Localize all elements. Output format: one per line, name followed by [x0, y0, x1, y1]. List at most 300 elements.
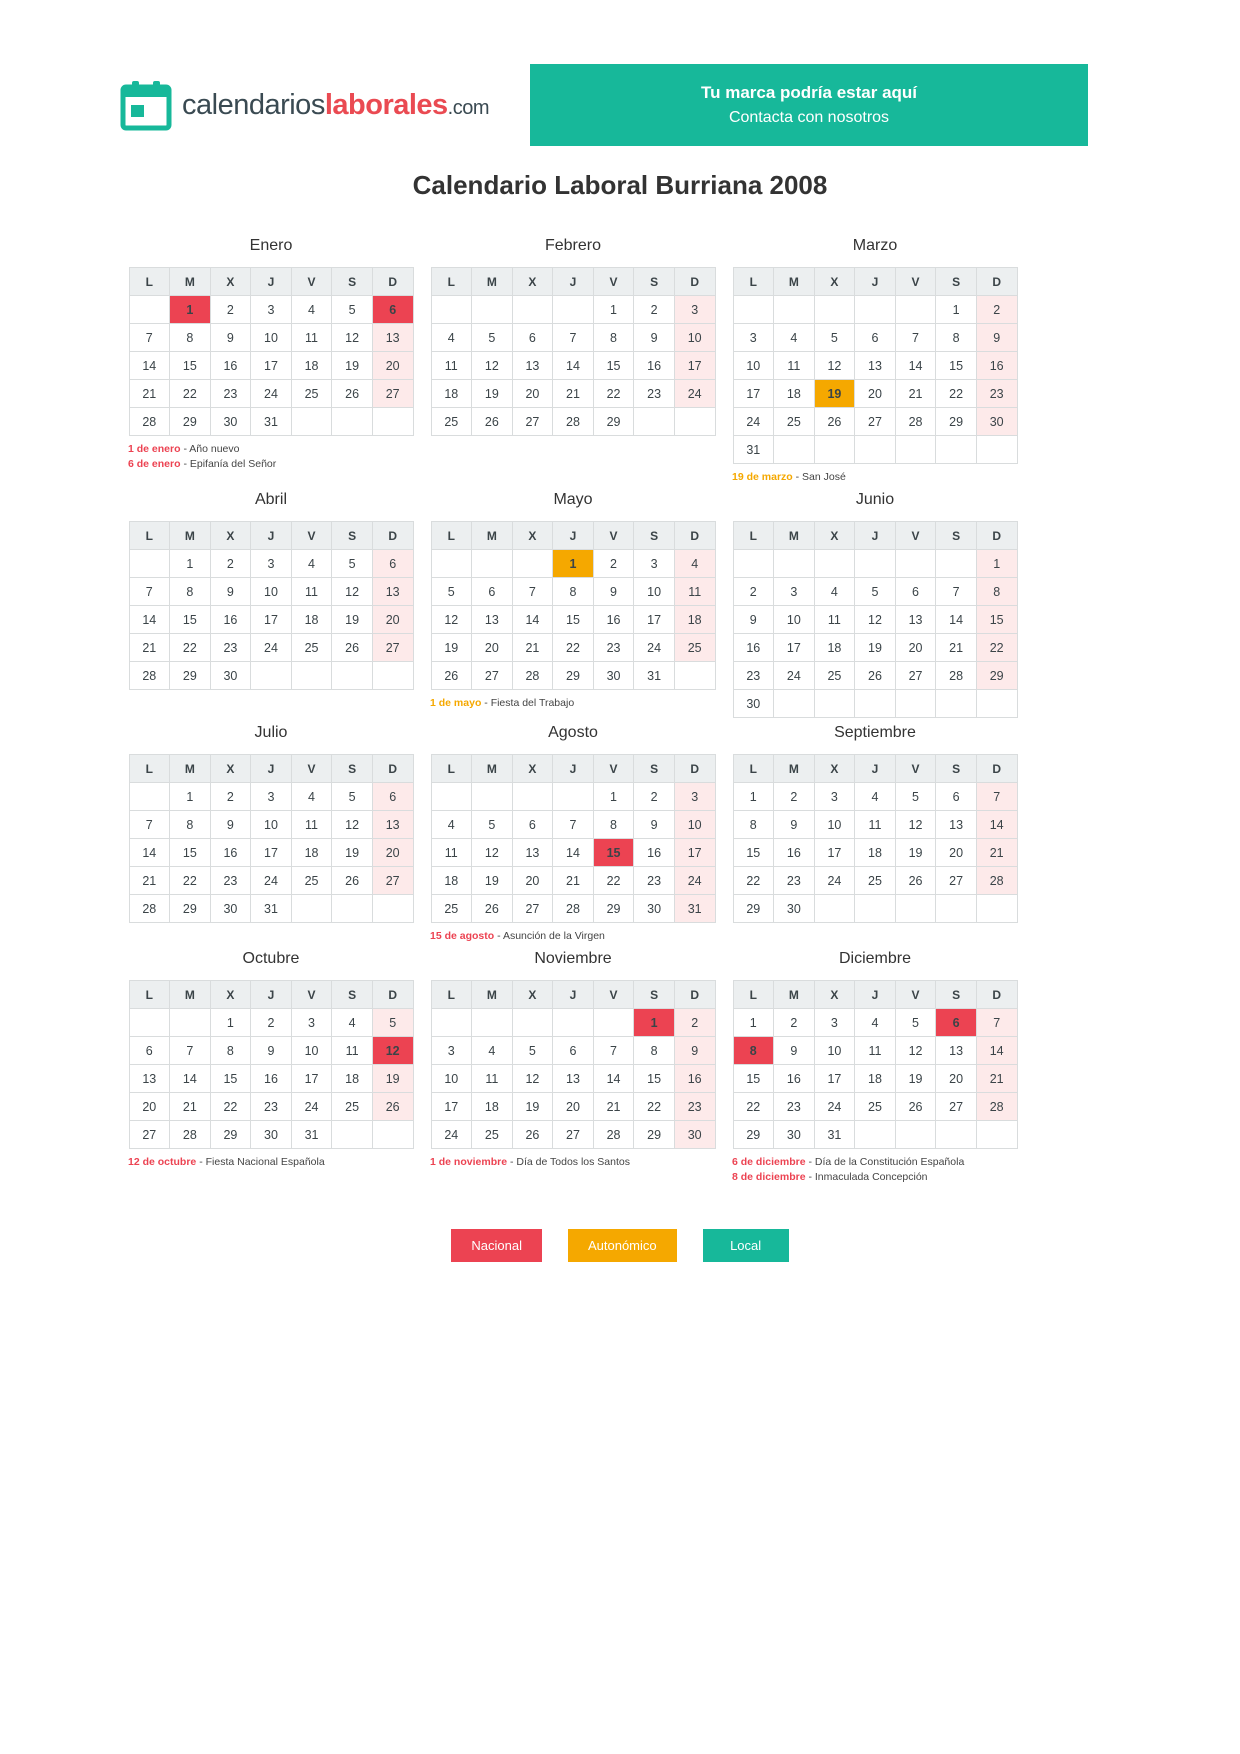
day-cell[interactable]: 5	[895, 1009, 936, 1037]
day-cell[interactable]: 10	[674, 811, 715, 839]
day-cell[interactable]: 27	[372, 867, 413, 895]
day-cell[interactable]: 29	[733, 895, 774, 923]
day-cell[interactable]: 23	[774, 1093, 815, 1121]
day-cell[interactable]: 15	[210, 1065, 251, 1093]
day-cell[interactable]: 17	[814, 1065, 855, 1093]
day-cell[interactable]: 9	[210, 811, 251, 839]
day-cell[interactable]: 7	[553, 324, 594, 352]
day-cell[interactable]: 18	[332, 1065, 373, 1093]
day-cell[interactable]: 20	[372, 839, 413, 867]
day-cell[interactable]: 8	[170, 811, 211, 839]
day-cell[interactable]: 2	[210, 783, 251, 811]
day-cell[interactable]: 28	[129, 408, 170, 436]
day-cell[interactable]: 15	[593, 352, 634, 380]
day-cell[interactable]: 29	[553, 662, 594, 690]
day-cell[interactable]: 19	[855, 634, 896, 662]
day-cell[interactable]: 19	[332, 352, 373, 380]
day-cell[interactable]: 26	[372, 1093, 413, 1121]
day-cell[interactable]: 25	[291, 867, 332, 895]
day-cell[interactable]: 5	[895, 783, 936, 811]
day-cell[interactable]: 3	[733, 324, 774, 352]
day-cell[interactable]: 13	[895, 606, 936, 634]
day-cell[interactable]: 7	[129, 811, 170, 839]
day-cell[interactable]: 24	[251, 380, 292, 408]
day-cell[interactable]: 11	[472, 1065, 513, 1093]
day-cell[interactable]: 12	[895, 811, 936, 839]
day-cell[interactable]: 31	[733, 436, 774, 464]
day-cell[interactable]: 18	[431, 867, 472, 895]
day-cell[interactable]: 19	[332, 839, 373, 867]
day-cell[interactable]: 2	[733, 578, 774, 606]
day-cell[interactable]: 21	[936, 634, 977, 662]
day-cell[interactable]: 7	[129, 578, 170, 606]
day-cell[interactable]: 2	[210, 296, 251, 324]
day-cell[interactable]: 19	[472, 867, 513, 895]
day-cell[interactable]: 22	[210, 1093, 251, 1121]
day-cell[interactable]: 26	[855, 662, 896, 690]
day-cell[interactable]: 23	[210, 380, 251, 408]
day-cell[interactable]: 13	[129, 1065, 170, 1093]
day-cell[interactable]: 4	[774, 324, 815, 352]
day-cell[interactable]: 10	[251, 578, 292, 606]
day-cell[interactable]: 20	[472, 634, 513, 662]
day-cell[interactable]: 15	[553, 606, 594, 634]
day-cell[interactable]: 1	[733, 1009, 774, 1037]
day-cell[interactable]: 18	[291, 839, 332, 867]
day-cell[interactable]: 7	[936, 578, 977, 606]
day-cell[interactable]: 15	[170, 839, 211, 867]
day-cell[interactable]: 10	[634, 578, 675, 606]
day-cell[interactable]: 2	[251, 1009, 292, 1037]
day-cell[interactable]: 13	[472, 606, 513, 634]
day-cell[interactable]: 8	[733, 1037, 774, 1065]
day-cell[interactable]: 11	[291, 811, 332, 839]
day-cell[interactable]: 18	[431, 380, 472, 408]
day-cell[interactable]: 11	[431, 352, 472, 380]
day-cell[interactable]: 1	[170, 550, 211, 578]
day-cell[interactable]: 26	[512, 1121, 553, 1149]
day-cell[interactable]: 22	[733, 867, 774, 895]
day-cell[interactable]: 5	[332, 296, 373, 324]
day-cell[interactable]: 13	[372, 578, 413, 606]
day-cell[interactable]: 5	[472, 811, 513, 839]
day-cell[interactable]: 2	[774, 783, 815, 811]
day-cell[interactable]: 2	[634, 783, 675, 811]
day-cell[interactable]: 24	[431, 1121, 472, 1149]
day-cell[interactable]: 9	[774, 811, 815, 839]
day-cell[interactable]: 18	[674, 606, 715, 634]
day-cell[interactable]: 7	[895, 324, 936, 352]
day-cell[interactable]: 21	[895, 380, 936, 408]
day-cell[interactable]: 5	[814, 324, 855, 352]
day-cell[interactable]: 13	[372, 811, 413, 839]
day-cell[interactable]: 29	[210, 1121, 251, 1149]
day-cell[interactable]: 17	[674, 352, 715, 380]
day-cell[interactable]: 23	[733, 662, 774, 690]
day-cell[interactable]: 14	[129, 606, 170, 634]
day-cell[interactable]: 20	[372, 606, 413, 634]
day-cell[interactable]: 26	[895, 867, 936, 895]
day-cell[interactable]: 29	[170, 408, 211, 436]
day-cell[interactable]: 4	[431, 324, 472, 352]
day-cell[interactable]: 1	[733, 783, 774, 811]
day-cell[interactable]: 13	[372, 324, 413, 352]
day-cell[interactable]: 11	[431, 839, 472, 867]
day-cell[interactable]: 28	[512, 662, 553, 690]
day-cell[interactable]: 30	[210, 895, 251, 923]
day-cell[interactable]: 15	[936, 352, 977, 380]
day-cell[interactable]: 26	[332, 634, 373, 662]
day-cell[interactable]: 23	[674, 1093, 715, 1121]
day-cell[interactable]: 1	[976, 550, 1017, 578]
day-cell[interactable]: 31	[814, 1121, 855, 1149]
day-cell[interactable]: 23	[976, 380, 1017, 408]
day-cell[interactable]: 16	[634, 839, 675, 867]
day-cell[interactable]: 3	[774, 578, 815, 606]
day-cell[interactable]: 19	[895, 1065, 936, 1093]
day-cell[interactable]: 20	[372, 352, 413, 380]
day-cell[interactable]: 2	[674, 1009, 715, 1037]
day-cell[interactable]: 15	[634, 1065, 675, 1093]
day-cell[interactable]: 4	[814, 578, 855, 606]
day-cell[interactable]: 30	[774, 1121, 815, 1149]
day-cell[interactable]: 8	[553, 578, 594, 606]
day-cell[interactable]: 10	[251, 811, 292, 839]
day-cell[interactable]: 5	[372, 1009, 413, 1037]
day-cell[interactable]: 22	[593, 380, 634, 408]
day-cell[interactable]: 30	[774, 895, 815, 923]
day-cell[interactable]: 21	[976, 839, 1017, 867]
day-cell[interactable]: 22	[936, 380, 977, 408]
day-cell[interactable]: 20	[936, 839, 977, 867]
day-cell[interactable]: 14	[976, 811, 1017, 839]
day-cell[interactable]: 18	[855, 839, 896, 867]
day-cell[interactable]: 27	[372, 634, 413, 662]
day-cell[interactable]: 30	[210, 408, 251, 436]
day-cell[interactable]: 15	[976, 606, 1017, 634]
day-cell[interactable]: 5	[855, 578, 896, 606]
day-cell[interactable]: 12	[472, 839, 513, 867]
day-cell[interactable]: 6	[372, 296, 413, 324]
day-cell[interactable]: 13	[936, 1037, 977, 1065]
day-cell[interactable]: 25	[774, 408, 815, 436]
day-cell[interactable]: 29	[936, 408, 977, 436]
day-cell[interactable]: 6	[855, 324, 896, 352]
day-cell[interactable]: 16	[733, 634, 774, 662]
day-cell[interactable]: 15	[593, 839, 634, 867]
day-cell[interactable]: 30	[674, 1121, 715, 1149]
day-cell[interactable]: 19	[332, 606, 373, 634]
day-cell[interactable]: 8	[936, 324, 977, 352]
day-cell[interactable]: 15	[733, 839, 774, 867]
day-cell[interactable]: 4	[855, 783, 896, 811]
day-cell[interactable]: 25	[291, 634, 332, 662]
day-cell[interactable]: 28	[170, 1121, 211, 1149]
day-cell[interactable]: 12	[372, 1037, 413, 1065]
day-cell[interactable]: 22	[170, 867, 211, 895]
legend-item-nacional[interactable]: Nacional	[451, 1229, 542, 1262]
day-cell[interactable]: 21	[553, 380, 594, 408]
day-cell[interactable]: 27	[472, 662, 513, 690]
day-cell[interactable]: 2	[593, 550, 634, 578]
day-cell[interactable]: 11	[291, 578, 332, 606]
day-cell[interactable]: 8	[634, 1037, 675, 1065]
day-cell[interactable]: 17	[291, 1065, 332, 1093]
day-cell[interactable]: 1	[634, 1009, 675, 1037]
day-cell[interactable]: 21	[129, 380, 170, 408]
day-cell[interactable]: 6	[895, 578, 936, 606]
day-cell[interactable]: 3	[674, 783, 715, 811]
day-cell[interactable]: 13	[936, 811, 977, 839]
day-cell[interactable]: 9	[593, 578, 634, 606]
day-cell[interactable]: 12	[332, 578, 373, 606]
day-cell[interactable]: 3	[814, 783, 855, 811]
day-cell[interactable]: 20	[936, 1065, 977, 1093]
day-cell[interactable]: 13	[512, 352, 553, 380]
day-cell[interactable]: 22	[634, 1093, 675, 1121]
day-cell[interactable]: 17	[251, 352, 292, 380]
day-cell[interactable]: 21	[553, 867, 594, 895]
day-cell[interactable]: 17	[674, 839, 715, 867]
day-cell[interactable]: 7	[553, 811, 594, 839]
day-cell[interactable]: 3	[251, 783, 292, 811]
day-cell[interactable]: 17	[733, 380, 774, 408]
day-cell[interactable]: 1	[936, 296, 977, 324]
ad-banner[interactable]	[530, 64, 1088, 146]
day-cell[interactable]: 12	[814, 352, 855, 380]
day-cell[interactable]: 31	[251, 895, 292, 923]
day-cell[interactable]: 1	[593, 783, 634, 811]
day-cell[interactable]: 18	[291, 352, 332, 380]
day-cell[interactable]: 6	[512, 811, 553, 839]
day-cell[interactable]: 2	[634, 296, 675, 324]
day-cell[interactable]: 7	[976, 1009, 1017, 1037]
day-cell[interactable]: 9	[976, 324, 1017, 352]
day-cell[interactable]: 3	[291, 1009, 332, 1037]
day-cell[interactable]: 11	[774, 352, 815, 380]
day-cell[interactable]: 20	[512, 380, 553, 408]
day-cell[interactable]: 17	[431, 1093, 472, 1121]
day-cell[interactable]: 27	[129, 1121, 170, 1149]
day-cell[interactable]: 23	[210, 634, 251, 662]
day-cell[interactable]: 12	[431, 606, 472, 634]
day-cell[interactable]: 28	[936, 662, 977, 690]
day-cell[interactable]: 30	[593, 662, 634, 690]
day-cell[interactable]: 21	[129, 867, 170, 895]
day-cell[interactable]: 5	[332, 550, 373, 578]
day-cell[interactable]: 20	[129, 1093, 170, 1121]
day-cell[interactable]: 23	[774, 867, 815, 895]
day-cell[interactable]: 8	[593, 811, 634, 839]
day-cell[interactable]: 26	[472, 408, 513, 436]
day-cell[interactable]: 4	[431, 811, 472, 839]
day-cell[interactable]: 16	[210, 606, 251, 634]
day-cell[interactable]: 30	[976, 408, 1017, 436]
day-cell[interactable]: 23	[593, 634, 634, 662]
day-cell[interactable]: 11	[855, 1037, 896, 1065]
day-cell[interactable]: 27	[372, 380, 413, 408]
day-cell[interactable]: 14	[936, 606, 977, 634]
day-cell[interactable]: 16	[774, 839, 815, 867]
day-cell[interactable]: 20	[512, 867, 553, 895]
day-cell[interactable]: 9	[674, 1037, 715, 1065]
day-cell[interactable]: 16	[634, 352, 675, 380]
day-cell[interactable]: 14	[553, 352, 594, 380]
day-cell[interactable]: 24	[814, 867, 855, 895]
day-cell[interactable]: 3	[431, 1037, 472, 1065]
day-cell[interactable]: 23	[251, 1093, 292, 1121]
day-cell[interactable]: 26	[814, 408, 855, 436]
day-cell[interactable]: 7	[170, 1037, 211, 1065]
day-cell[interactable]: 14	[512, 606, 553, 634]
day-cell[interactable]: 7	[976, 783, 1017, 811]
day-cell[interactable]: 19	[895, 839, 936, 867]
day-cell[interactable]: 27	[512, 408, 553, 436]
day-cell[interactable]: 26	[472, 895, 513, 923]
day-cell[interactable]: 4	[674, 550, 715, 578]
day-cell[interactable]: 16	[210, 839, 251, 867]
day-cell[interactable]: 19	[472, 380, 513, 408]
day-cell[interactable]: 9	[210, 324, 251, 352]
day-cell[interactable]: 31	[634, 662, 675, 690]
day-cell[interactable]: 25	[855, 1093, 896, 1121]
day-cell[interactable]: 5	[332, 783, 373, 811]
day-cell[interactable]: 3	[674, 296, 715, 324]
day-cell[interactable]: 22	[170, 380, 211, 408]
day-cell[interactable]: 12	[895, 1037, 936, 1065]
day-cell[interactable]: 10	[674, 324, 715, 352]
day-cell[interactable]: 31	[251, 408, 292, 436]
day-cell[interactable]: 24	[291, 1093, 332, 1121]
day-cell[interactable]: 28	[553, 895, 594, 923]
day-cell[interactable]: 12	[332, 811, 373, 839]
day-cell[interactable]: 4	[855, 1009, 896, 1037]
day-cell[interactable]: 5	[512, 1037, 553, 1065]
day-cell[interactable]: 18	[774, 380, 815, 408]
day-cell[interactable]: 28	[129, 662, 170, 690]
day-cell[interactable]: 27	[855, 408, 896, 436]
day-cell[interactable]: 14	[593, 1065, 634, 1093]
day-cell[interactable]: 30	[634, 895, 675, 923]
day-cell[interactable]: 16	[210, 352, 251, 380]
day-cell[interactable]: 8	[170, 324, 211, 352]
day-cell[interactable]: 25	[855, 867, 896, 895]
day-cell[interactable]: 18	[814, 634, 855, 662]
day-cell[interactable]: 4	[332, 1009, 373, 1037]
day-cell[interactable]: 17	[251, 839, 292, 867]
day-cell[interactable]: 12	[332, 324, 373, 352]
day-cell[interactable]: 1	[170, 296, 211, 324]
day-cell[interactable]: 3	[251, 296, 292, 324]
day-cell[interactable]: 14	[129, 839, 170, 867]
day-cell[interactable]: 19	[814, 380, 855, 408]
day-cell[interactable]: 8	[170, 578, 211, 606]
day-cell[interactable]: 14	[895, 352, 936, 380]
day-cell[interactable]: 6	[936, 783, 977, 811]
day-cell[interactable]: 22	[733, 1093, 774, 1121]
day-cell[interactable]: 19	[372, 1065, 413, 1093]
day-cell[interactable]: 29	[593, 895, 634, 923]
day-cell[interactable]: 5	[472, 324, 513, 352]
day-cell[interactable]: 8	[210, 1037, 251, 1065]
day-cell[interactable]: 25	[814, 662, 855, 690]
day-cell[interactable]: 28	[553, 408, 594, 436]
day-cell[interactable]: 22	[976, 634, 1017, 662]
day-cell[interactable]: 16	[251, 1065, 292, 1093]
day-cell[interactable]: 28	[976, 867, 1017, 895]
day-cell[interactable]: 24	[251, 867, 292, 895]
day-cell[interactable]: 6	[372, 783, 413, 811]
day-cell[interactable]: 24	[674, 380, 715, 408]
day-cell[interactable]: 9	[634, 811, 675, 839]
day-cell[interactable]: 25	[431, 895, 472, 923]
day-cell[interactable]: 13	[512, 839, 553, 867]
day-cell[interactable]: 26	[431, 662, 472, 690]
day-cell[interactable]: 27	[936, 867, 977, 895]
day-cell[interactable]: 14	[170, 1065, 211, 1093]
day-cell[interactable]: 15	[733, 1065, 774, 1093]
day-cell[interactable]: 25	[472, 1121, 513, 1149]
day-cell[interactable]: 12	[512, 1065, 553, 1093]
day-cell[interactable]: 6	[129, 1037, 170, 1065]
day-cell[interactable]: 6	[472, 578, 513, 606]
day-cell[interactable]: 16	[593, 606, 634, 634]
day-cell[interactable]: 19	[431, 634, 472, 662]
day-cell[interactable]: 24	[674, 867, 715, 895]
day-cell[interactable]: 25	[674, 634, 715, 662]
day-cell[interactable]: 10	[774, 606, 815, 634]
day-cell[interactable]: 21	[170, 1093, 211, 1121]
day-cell[interactable]: 18	[855, 1065, 896, 1093]
day-cell[interactable]: 31	[291, 1121, 332, 1149]
day-cell[interactable]: 24	[774, 662, 815, 690]
day-cell[interactable]: 3	[814, 1009, 855, 1037]
day-cell[interactable]: 24	[814, 1093, 855, 1121]
day-cell[interactable]: 10	[431, 1065, 472, 1093]
day-cell[interactable]: 12	[472, 352, 513, 380]
day-cell[interactable]: 26	[332, 867, 373, 895]
day-cell[interactable]: 3	[251, 550, 292, 578]
day-cell[interactable]: 29	[634, 1121, 675, 1149]
day-cell[interactable]: 9	[210, 578, 251, 606]
day-cell[interactable]: 20	[855, 380, 896, 408]
day-cell[interactable]: 9	[251, 1037, 292, 1065]
day-cell[interactable]: 28	[895, 408, 936, 436]
day-cell[interactable]: 20	[895, 634, 936, 662]
day-cell[interactable]: 31	[674, 895, 715, 923]
day-cell[interactable]: 14	[553, 839, 594, 867]
day-cell[interactable]: 9	[733, 606, 774, 634]
day-cell[interactable]: 10	[814, 1037, 855, 1065]
day-cell[interactable]: 16	[774, 1065, 815, 1093]
day-cell[interactable]: 6	[372, 550, 413, 578]
day-cell[interactable]: 30	[733, 690, 774, 718]
day-cell[interactable]: 6	[512, 324, 553, 352]
legend-item-autonómico[interactable]: Autonómico	[568, 1229, 677, 1262]
day-cell[interactable]: 25	[332, 1093, 373, 1121]
day-cell[interactable]: 24	[634, 634, 675, 662]
day-cell[interactable]: 1	[593, 296, 634, 324]
day-cell[interactable]: 2	[976, 296, 1017, 324]
day-cell[interactable]: 11	[291, 324, 332, 352]
day-cell[interactable]: 4	[472, 1037, 513, 1065]
day-cell[interactable]: 2	[210, 550, 251, 578]
day-cell[interactable]: 21	[129, 634, 170, 662]
day-cell[interactable]: 4	[291, 296, 332, 324]
day-cell[interactable]: 6	[936, 1009, 977, 1037]
day-cell[interactable]: 5	[431, 578, 472, 606]
day-cell[interactable]: 26	[332, 380, 373, 408]
